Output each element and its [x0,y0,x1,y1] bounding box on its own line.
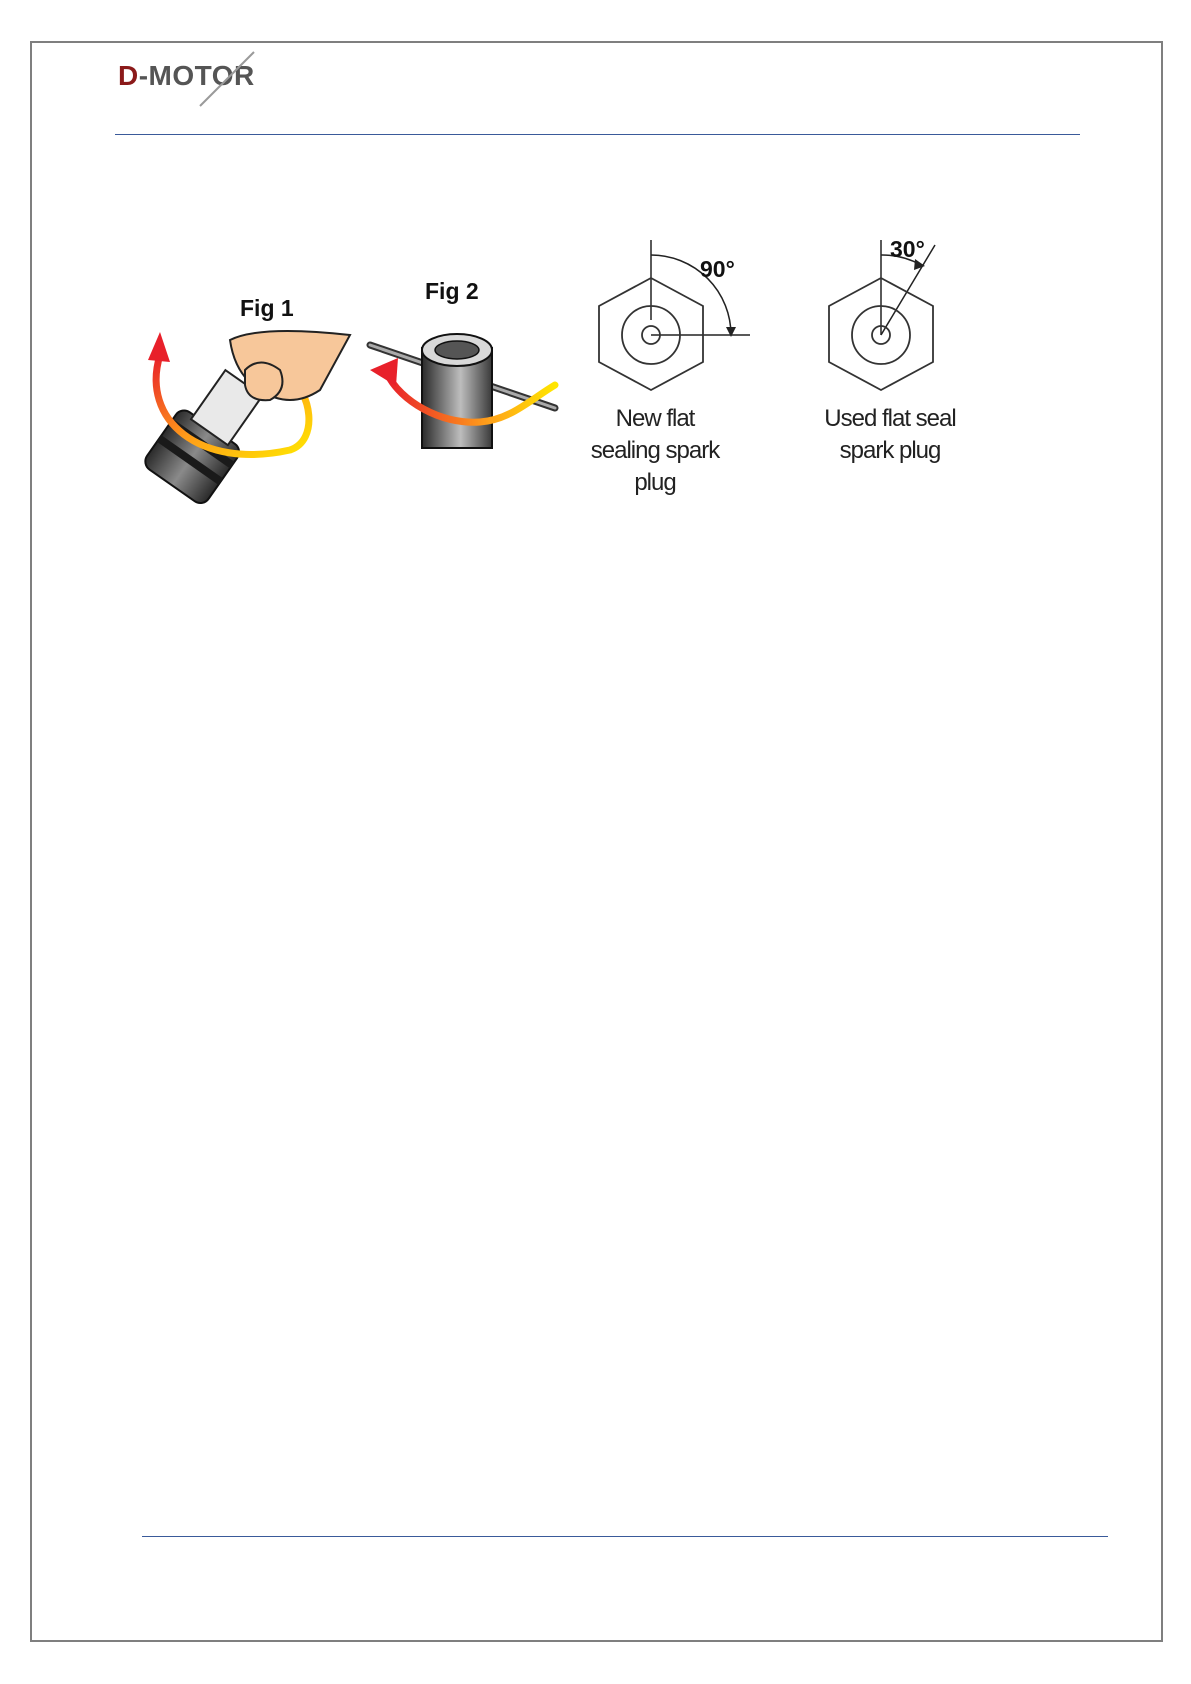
new-plug-caption-line3: plug [634,469,676,496]
fig1-hand-plug-illustration [140,330,360,510]
header-rule [115,134,1080,135]
used-plug-caption [800,403,980,467]
fig1-label: Fig 1 [240,295,294,321]
new-plug-angle: 90° [700,256,735,282]
new-plug-caption [565,403,745,499]
fig2-label: Fig 2 [425,278,479,304]
used-plug-hex-diagram [815,235,955,400]
used-plug-angle: 30° [890,236,925,262]
logo-prefix: D [118,60,139,91]
fig2-wrench-illustration [360,330,560,450]
used-plug-caption-line2: spark plug [839,437,941,464]
used-plug-caption-line1: Used flat seal [824,405,956,432]
new-plug-caption-line2: sealing spark [590,437,720,464]
new-plug-caption-line1: New flat [615,405,695,432]
logo-slash-icon [196,50,256,110]
footer-rule [142,1536,1108,1537]
logo-rest: -MOTOR [138,60,255,91]
